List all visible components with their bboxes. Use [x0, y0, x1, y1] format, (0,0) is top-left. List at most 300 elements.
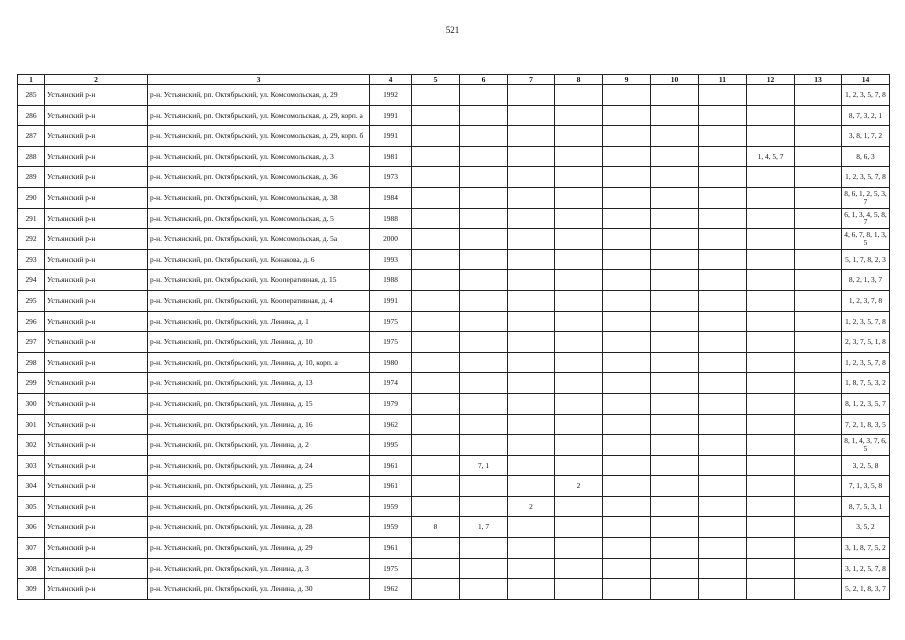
col8-cell — [555, 126, 603, 147]
col11-cell — [699, 373, 747, 394]
address-cell: р-н. Устьянский, рп. Октябрьский, ул. Ленина, д. 29 — [148, 538, 370, 559]
table-row — [18, 311, 890, 332]
col10-cell — [651, 126, 699, 147]
col12-cell — [747, 558, 795, 579]
col10-cell — [651, 290, 699, 311]
col5-cell — [412, 146, 460, 167]
col10-cell — [651, 270, 699, 291]
table-row — [18, 558, 890, 579]
col14-cell: 3, 1, 2, 5, 7, 8 — [842, 558, 890, 579]
col5-cell — [412, 290, 460, 311]
year-cell: 1991 — [370, 126, 412, 147]
table-body — [18, 85, 890, 600]
row-number: 286 — [18, 105, 45, 126]
col5-cell — [412, 435, 460, 456]
col9-cell — [603, 229, 651, 250]
col9-cell — [603, 270, 651, 291]
col8-cell — [555, 270, 603, 291]
col10-cell — [651, 393, 699, 414]
column-header: 6 — [460, 75, 508, 85]
col12-cell — [747, 352, 795, 373]
col5-cell — [412, 455, 460, 476]
col13-cell — [795, 187, 842, 208]
address-cell: р-н. Устьянский, рп. Октябрьский, ул. Ленина, д. 10 — [148, 332, 370, 353]
col11-cell — [699, 208, 747, 229]
col6-cell — [460, 290, 508, 311]
row-number: 287 — [18, 126, 45, 147]
district-cell: Устьянский р-н — [45, 208, 148, 229]
col6-cell — [460, 435, 508, 456]
year-cell: 1973 — [370, 167, 412, 188]
col5-cell: 8 — [412, 517, 460, 538]
col14-cell: 1, 2, 3, 5, 7, 8 — [842, 85, 890, 106]
col10-cell — [651, 249, 699, 270]
col5-cell — [412, 167, 460, 188]
col14-cell: 6, 1, 3, 4, 5, 8, 7 — [842, 208, 890, 229]
address-cell: р-н. Устьянский, рп. Октябрьский, ул. Ленина, д. 28 — [148, 517, 370, 538]
col11-cell — [699, 476, 747, 497]
col11-cell — [699, 270, 747, 291]
col5-cell — [412, 579, 460, 600]
table-row — [18, 517, 890, 538]
col11-cell — [699, 126, 747, 147]
address-cell: р-н. Устьянский, рп. Октябрьский, ул. Ленина, д. 16 — [148, 414, 370, 435]
col14-cell: 2, 3, 7, 5, 1, 8 — [842, 332, 890, 353]
col9-cell — [603, 249, 651, 270]
district-cell: Устьянский р-н — [45, 393, 148, 414]
col11-cell — [699, 229, 747, 250]
col8-cell — [555, 517, 603, 538]
col14-cell: 7, 1, 3, 5, 8 — [842, 476, 890, 497]
col7-cell: 2 — [508, 496, 555, 517]
row-number: 296 — [18, 311, 45, 332]
column-header: 3 — [148, 75, 370, 85]
col9-cell — [603, 558, 651, 579]
col13-cell — [795, 270, 842, 291]
address-cell: р-н. Устьянский, рп. Октябрьский, ул. Комсомольская, д. 29 — [148, 85, 370, 106]
col7-cell — [508, 558, 555, 579]
district-cell: Устьянский р-н — [45, 290, 148, 311]
col10-cell — [651, 352, 699, 373]
col5-cell — [412, 373, 460, 394]
col7-cell — [508, 373, 555, 394]
col14-cell: 1, 2, 3, 5, 7, 8 — [842, 167, 890, 188]
col7-cell — [508, 393, 555, 414]
col7-cell — [508, 146, 555, 167]
col12-cell — [747, 517, 795, 538]
year-cell: 1984 — [370, 187, 412, 208]
table-row — [18, 208, 890, 229]
col12-cell — [747, 393, 795, 414]
column-header: 9 — [603, 75, 651, 85]
col9-cell — [603, 476, 651, 497]
col13-cell — [795, 85, 842, 106]
table-row — [18, 373, 890, 394]
col13-cell — [795, 414, 842, 435]
col12-cell — [747, 229, 795, 250]
col5-cell — [412, 476, 460, 497]
column-header: 4 — [370, 75, 412, 85]
col8-cell — [555, 208, 603, 229]
col5-cell — [412, 85, 460, 106]
column-header: 14 — [842, 75, 890, 85]
col7-cell — [508, 538, 555, 559]
col10-cell — [651, 538, 699, 559]
col5-cell — [412, 558, 460, 579]
row-number: 292 — [18, 229, 45, 250]
col5-cell — [412, 332, 460, 353]
col10-cell — [651, 105, 699, 126]
district-cell: Устьянский р-н — [45, 332, 148, 353]
col11-cell — [699, 579, 747, 600]
table-header — [18, 75, 890, 85]
district-cell: Устьянский р-н — [45, 517, 148, 538]
col11-cell — [699, 455, 747, 476]
col9-cell — [603, 167, 651, 188]
col5-cell — [412, 126, 460, 147]
col8-cell — [555, 496, 603, 517]
col7-cell — [508, 517, 555, 538]
district-cell: Устьянский р-н — [45, 270, 148, 291]
col6-cell — [460, 249, 508, 270]
column-header: 7 — [508, 75, 555, 85]
address-cell: р-н. Устьянский, рп. Октябрьский, ул. Комсомольская, д. 5 — [148, 208, 370, 229]
table-row — [18, 249, 890, 270]
col9-cell — [603, 496, 651, 517]
row-number: 293 — [18, 249, 45, 270]
col6-cell — [460, 414, 508, 435]
col11-cell — [699, 538, 747, 559]
col8-cell — [555, 85, 603, 106]
col7-cell — [508, 311, 555, 332]
year-cell: 1974 — [370, 373, 412, 394]
col13-cell — [795, 517, 842, 538]
col10-cell — [651, 558, 699, 579]
row-number: 285 — [18, 85, 45, 106]
col12-cell — [747, 208, 795, 229]
col8-cell — [555, 558, 603, 579]
col12-cell — [747, 579, 795, 600]
col9-cell — [603, 414, 651, 435]
col12-cell — [747, 105, 795, 126]
col8-cell — [555, 414, 603, 435]
col10-cell — [651, 332, 699, 353]
col10-cell — [651, 208, 699, 229]
table-row — [18, 393, 890, 414]
col6-cell — [460, 126, 508, 147]
address-cell: р-н. Устьянский, рп. Октябрьский, ул. Комсомольская, д. 29, корп. б — [148, 126, 370, 147]
col10-cell — [651, 187, 699, 208]
year-cell: 1993 — [370, 249, 412, 270]
col12-cell — [747, 496, 795, 517]
col11-cell — [699, 85, 747, 106]
address-cell: р-н. Устьянский, рп. Октябрьский, ул. Ленина, д. 15 — [148, 393, 370, 414]
district-cell: Устьянский р-н — [45, 558, 148, 579]
year-cell: 1962 — [370, 414, 412, 435]
table-row — [18, 332, 890, 353]
address-cell: р-н. Устьянский, рп. Октябрьский, ул. Ленина, д. 24 — [148, 455, 370, 476]
col7-cell — [508, 270, 555, 291]
col8-cell: 2 — [555, 476, 603, 497]
col10-cell — [651, 85, 699, 106]
col7-cell — [508, 455, 555, 476]
table-row — [18, 187, 890, 208]
col11-cell — [699, 105, 747, 126]
col6-cell — [460, 270, 508, 291]
row-number: 297 — [18, 332, 45, 353]
year-cell: 1961 — [370, 476, 412, 497]
row-number: 309 — [18, 579, 45, 600]
col13-cell — [795, 126, 842, 147]
col6-cell — [460, 105, 508, 126]
col11-cell — [699, 393, 747, 414]
district-cell: Устьянский р-н — [45, 496, 148, 517]
district-cell: Устьянский р-н — [45, 249, 148, 270]
col11-cell — [699, 249, 747, 270]
district-cell: Устьянский р-н — [45, 414, 148, 435]
col10-cell — [651, 476, 699, 497]
year-cell: 1959 — [370, 517, 412, 538]
col12-cell: 1, 4, 5, 7 — [747, 146, 795, 167]
col11-cell — [699, 558, 747, 579]
year-cell: 1980 — [370, 352, 412, 373]
col5-cell — [412, 393, 460, 414]
col13-cell — [795, 496, 842, 517]
col11-cell — [699, 167, 747, 188]
col6-cell — [460, 476, 508, 497]
year-cell: 1959 — [370, 496, 412, 517]
col13-cell — [795, 208, 842, 229]
row-number: 298 — [18, 352, 45, 373]
address-cell: р-н. Устьянский, рп. Октябрьский, ул. Комсомольская, д. 3 — [148, 146, 370, 167]
col9-cell — [603, 352, 651, 373]
col11-cell — [699, 146, 747, 167]
district-cell: Устьянский р-н — [45, 311, 148, 332]
table-row — [18, 435, 890, 456]
col9-cell — [603, 105, 651, 126]
address-cell: р-н. Устьянский, рп. Октябрьский, ул. Ленина, д. 10, корп. а — [148, 352, 370, 373]
col13-cell — [795, 167, 842, 188]
column-header: 2 — [45, 75, 148, 85]
col11-cell — [699, 352, 747, 373]
col5-cell — [412, 311, 460, 332]
table-row — [18, 85, 890, 106]
col14-cell: 4, 6, 7, 8, 1, 3, 5 — [842, 229, 890, 250]
col13-cell — [795, 290, 842, 311]
housing-table — [17, 74, 890, 600]
col7-cell — [508, 208, 555, 229]
col12-cell — [747, 249, 795, 270]
col9-cell — [603, 517, 651, 538]
table-row — [18, 146, 890, 167]
col14-cell: 8, 1, 2, 3, 5, 7 — [842, 393, 890, 414]
col5-cell — [412, 229, 460, 250]
col11-cell — [699, 290, 747, 311]
header-row — [18, 75, 890, 85]
col12-cell — [747, 332, 795, 353]
col6-cell — [460, 167, 508, 188]
col10-cell — [651, 496, 699, 517]
col12-cell — [747, 435, 795, 456]
col8-cell — [555, 435, 603, 456]
district-cell: Устьянский р-н — [45, 167, 148, 188]
address-cell: р-н. Устьянский, рп. Октябрьский, ул. Комсомольская, д. 38 — [148, 187, 370, 208]
col13-cell — [795, 229, 842, 250]
district-cell: Устьянский р-н — [45, 373, 148, 394]
col6-cell — [460, 558, 508, 579]
col14-cell: 1, 2, 3, 5, 7, 8 — [842, 311, 890, 332]
year-cell: 1995 — [370, 435, 412, 456]
year-cell: 1961 — [370, 455, 412, 476]
col9-cell — [603, 208, 651, 229]
address-cell: р-н. Устьянский, рп. Октябрьский, ул. Конакова, д. 6 — [148, 249, 370, 270]
col12-cell — [747, 187, 795, 208]
year-cell: 1992 — [370, 85, 412, 106]
district-cell: Устьянский р-н — [45, 579, 148, 600]
address-cell: р-н. Устьянский, рп. Октябрьский, ул. Ленина, д. 3 — [148, 558, 370, 579]
col12-cell — [747, 476, 795, 497]
col13-cell — [795, 476, 842, 497]
district-cell: Устьянский р-н — [45, 105, 148, 126]
col11-cell — [699, 332, 747, 353]
address-cell: р-н. Устьянский, рп. Октябрьский, ул. Ленина, д. 25 — [148, 476, 370, 497]
col10-cell — [651, 414, 699, 435]
table-row — [18, 167, 890, 188]
row-number: 308 — [18, 558, 45, 579]
year-cell: 1975 — [370, 558, 412, 579]
row-number: 299 — [18, 373, 45, 394]
district-cell: Устьянский р-н — [45, 187, 148, 208]
table-row — [18, 538, 890, 559]
table-row — [18, 290, 890, 311]
district-cell: Устьянский р-н — [45, 146, 148, 167]
col8-cell — [555, 167, 603, 188]
year-cell: 1975 — [370, 311, 412, 332]
col13-cell — [795, 249, 842, 270]
address-cell: р-н. Устьянский, рп. Октябрьский, ул. Ленина, д. 1 — [148, 311, 370, 332]
col8-cell — [555, 249, 603, 270]
col7-cell — [508, 435, 555, 456]
col10-cell — [651, 229, 699, 250]
col9-cell — [603, 290, 651, 311]
year-cell: 1962 — [370, 579, 412, 600]
col7-cell — [508, 249, 555, 270]
col6-cell — [460, 187, 508, 208]
col13-cell — [795, 558, 842, 579]
col9-cell — [603, 311, 651, 332]
row-number: 289 — [18, 167, 45, 188]
row-number: 294 — [18, 270, 45, 291]
col10-cell — [651, 167, 699, 188]
col5-cell — [412, 105, 460, 126]
district-cell: Устьянский р-н — [45, 126, 148, 147]
col14-cell: 1, 2, 3, 5, 7, 8 — [842, 352, 890, 373]
district-cell: Устьянский р-н — [45, 455, 148, 476]
col7-cell — [508, 579, 555, 600]
row-number: 295 — [18, 290, 45, 311]
col14-cell: 8, 7, 3, 2, 1 — [842, 105, 890, 126]
col8-cell — [555, 579, 603, 600]
address-cell: р-н. Устьянский, рп. Октябрьский, ул. Ленина, д. 26 — [148, 496, 370, 517]
col10-cell — [651, 146, 699, 167]
year-cell: 1975 — [370, 332, 412, 353]
col6-cell — [460, 496, 508, 517]
col12-cell — [747, 538, 795, 559]
col7-cell — [508, 352, 555, 373]
year-cell: 1988 — [370, 208, 412, 229]
col14-cell: 3, 1, 8, 7, 5, 2 — [842, 538, 890, 559]
year-cell: 2000 — [370, 229, 412, 250]
table-row — [18, 414, 890, 435]
col13-cell — [795, 105, 842, 126]
column-header: 10 — [651, 75, 699, 85]
col9-cell — [603, 85, 651, 106]
col8-cell — [555, 146, 603, 167]
col13-cell — [795, 538, 842, 559]
col10-cell — [651, 517, 699, 538]
column-header: 12 — [747, 75, 795, 85]
col8-cell — [555, 290, 603, 311]
col7-cell — [508, 105, 555, 126]
col12-cell — [747, 414, 795, 435]
address-cell: р-н. Устьянский, рп. Октябрьский, ул. Комсомольская, д. 29, корп. а — [148, 105, 370, 126]
col5-cell — [412, 249, 460, 270]
address-cell: р-н. Устьянский, рп. Октябрьский, ул. Ленина, д. 30 — [148, 579, 370, 600]
col7-cell — [508, 332, 555, 353]
column-header: 1 — [18, 75, 45, 85]
row-number: 290 — [18, 187, 45, 208]
address-cell: р-н. Устьянский, рп. Октябрьский, ул. Ленина, д. 13 — [148, 373, 370, 394]
col14-cell: 1, 8, 7, 5, 3, 2 — [842, 373, 890, 394]
district-cell: Устьянский р-н — [45, 435, 148, 456]
col9-cell — [603, 332, 651, 353]
col6-cell: 1, 7 — [460, 517, 508, 538]
address-cell: р-н. Устьянский, рп. Октябрьский, ул. Комсомольская, д. 36 — [148, 167, 370, 188]
col5-cell — [412, 538, 460, 559]
col9-cell — [603, 455, 651, 476]
col14-cell: 8, 6, 1, 2, 5, 3, 7 — [842, 187, 890, 208]
col14-cell: 8, 2, 1, 3, 7 — [842, 270, 890, 291]
col14-cell: 3, 5, 2 — [842, 517, 890, 538]
year-cell: 1961 — [370, 538, 412, 559]
col6-cell — [460, 393, 508, 414]
col10-cell — [651, 455, 699, 476]
row-number: 300 — [18, 393, 45, 414]
col8-cell — [555, 105, 603, 126]
col14-cell: 5, 2, 1, 8, 3, 7 — [842, 579, 890, 600]
col8-cell — [555, 311, 603, 332]
address-cell: р-н. Устьянский, рп. Октябрьский, ул. Ленина, д. 2 — [148, 435, 370, 456]
col8-cell — [555, 352, 603, 373]
col10-cell — [651, 579, 699, 600]
column-header: 13 — [795, 75, 842, 85]
col6-cell — [460, 208, 508, 229]
col6-cell — [460, 146, 508, 167]
col7-cell — [508, 414, 555, 435]
table-row — [18, 126, 890, 147]
col13-cell — [795, 146, 842, 167]
row-number: 306 — [18, 517, 45, 538]
district-cell: Устьянский р-н — [45, 229, 148, 250]
col7-cell — [508, 85, 555, 106]
col6-cell — [460, 311, 508, 332]
year-cell: 1988 — [370, 270, 412, 291]
address-cell: р-н. Устьянский, рп. Октябрьский, ул. Комсомольская, д. 5а — [148, 229, 370, 250]
col6-cell: 7, 1 — [460, 455, 508, 476]
col12-cell — [747, 455, 795, 476]
col8-cell — [555, 455, 603, 476]
row-number: 301 — [18, 414, 45, 435]
